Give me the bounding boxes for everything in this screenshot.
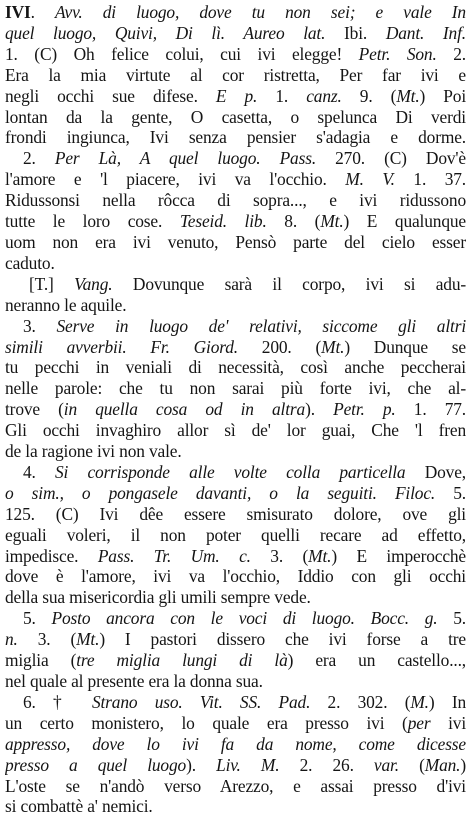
text-line [5, 274, 466, 295]
italic-text: presso a quel luogo [5, 754, 187, 775]
text-line [5, 316, 466, 337]
text-line [5, 525, 466, 546]
text-line [5, 587, 466, 608]
text-line [5, 295, 466, 316]
italic-text: Pass. Tr. Um. c. [97, 545, 251, 566]
text-segment: ) era un castello..., [287, 650, 466, 671]
text-segment: Ridussonsi nella rôcca di sopra..., e ivi ridussono [5, 190, 466, 211]
italic-text: tre miglia lungi di là [76, 650, 288, 671]
italic-text: Petr. Son. [358, 43, 437, 64]
italic-text: fa da nome, come dicesse [220, 733, 466, 754]
text-segment: nelle parole: che tu non sarai più forte ivi, che al- [5, 378, 466, 399]
text-segment: tutte le loro cose. [5, 211, 180, 232]
text-line [5, 211, 466, 232]
headword: IVI [5, 2, 31, 22]
text-line [5, 546, 466, 567]
text-segment: miglia ( [5, 650, 77, 671]
italic-text: Mt. [76, 629, 100, 650]
text-line [5, 378, 466, 399]
italic-text: Mt. [320, 211, 344, 232]
italic-text: Serve in luogo de' relativi, siccome gli altri [56, 315, 466, 336]
text-line [5, 566, 466, 587]
text-segment: 200. ( [237, 336, 322, 357]
text-segment: caduto. [5, 252, 55, 273]
text-segment: trove ( [5, 399, 64, 420]
italic-text: dove lo ivi [92, 733, 199, 754]
text-segment: 125. (C) Ivi dêe essere smisurato dolore, ove gli [5, 503, 466, 524]
italic-text: Mt. [321, 336, 345, 357]
text-segment: Ibi. [325, 22, 386, 43]
italic-text: Per Là, A quel luogo. Pass. [54, 148, 317, 169]
text-segment: nel quale al presente era la donna sua. [5, 671, 263, 691]
text-line [5, 483, 466, 504]
text-segment: 4. [23, 461, 55, 482]
text-segment: si combattè a' nemici. [5, 796, 153, 817]
text-segment: 3. ( [17, 629, 77, 650]
text-segment: lontan da la gente, O casetta, o spelunca Di verdi [5, 106, 466, 127]
italic-text: Si corrisponde alle volte colla particella [54, 461, 406, 482]
text-segment: 3. ( [250, 545, 309, 566]
italic-text: in quella cosa od in altra [63, 399, 306, 420]
italic-text: Posto ancora con le voci di luogo. Bocc. g. [51, 608, 438, 629]
text-segment: uom non era ivi venuto, Pensò parte del cielo esser [5, 231, 466, 252]
text-segment: ) E imperocchè [331, 545, 466, 566]
text-segment: ) In [428, 691, 466, 712]
italic-text: Petr. p. [333, 399, 396, 420]
text-segment: dove è l'amore, ivi va l'occhio, Iddio con gli occhi [5, 566, 466, 587]
text-line [5, 107, 466, 128]
text-segment: 6. † [23, 691, 92, 712]
italic-text: Man. [424, 754, 461, 775]
text-line [5, 2, 466, 23]
text-segment: 2. 26. [279, 754, 374, 775]
italic-text: appresso, [5, 733, 93, 754]
text-line [5, 776, 466, 797]
text-segment: ). [305, 399, 334, 420]
text-segment: Era la mia virtute al cor ristretta, Per far ivi e [5, 64, 466, 85]
italic-text: Strano uso. Vit. SS. Pad. [91, 691, 311, 712]
text-segment: 270. (C) Dov'è [316, 148, 466, 169]
text-line [5, 253, 466, 274]
text-segment: 2. [23, 148, 55, 169]
text-segment: ) E qualunque [343, 211, 466, 232]
text-line [5, 357, 466, 378]
text-line [5, 23, 466, 44]
italic-text: M. [410, 691, 429, 712]
text-segment: della sua misericordia gli umili sempre vede. [5, 587, 311, 608]
text-segment: Gli occhi invaghiro allor sì de' lor guai, Che 'l fren [5, 420, 466, 441]
text-line [5, 44, 466, 65]
text-line [5, 796, 466, 817]
text-segment: 8. ( [266, 211, 321, 232]
italic-text: Vang. [74, 273, 113, 294]
text-segment: ) [460, 754, 466, 775]
text-segment: ) I pastori dissero che ivi forse a tre [99, 629, 466, 650]
text-line [5, 86, 466, 107]
text-line [5, 755, 466, 776]
text-line [5, 650, 466, 671]
italic-text: Mt. [308, 545, 332, 566]
text-segment: l'amore e 'l piacere, ivi va l'occhio. [5, 169, 346, 190]
italic-text: E p. [215, 85, 258, 106]
text-line [5, 65, 466, 86]
italic-text: Mt. [396, 85, 420, 106]
text-segment: 1. 77. [395, 399, 466, 420]
text-line [5, 462, 466, 483]
italic-text: o sim., o pongasele davanti, o la seguiti. Filoc. [5, 482, 436, 503]
text-segment: ). [186, 754, 217, 775]
text-segment: Dove, [405, 461, 466, 482]
text-segment: 9. ( [341, 85, 397, 106]
text-line [5, 734, 466, 755]
italic-text: var. [373, 754, 399, 775]
italic-text: Teseid. lib. [179, 211, 267, 232]
text-segment: 1. 37. [394, 169, 466, 190]
text-segment: [T.] [29, 273, 75, 294]
text-segment: 2. [436, 43, 466, 64]
italic-text: per [407, 712, 431, 733]
text-line [5, 399, 466, 420]
italic-text: Dant. Inf. [385, 22, 466, 43]
text-segment: 3. [23, 315, 57, 336]
text-segment: ) Poi [419, 85, 466, 106]
italic-text: M. V. [345, 169, 395, 190]
text-line [5, 629, 466, 650]
text-segment: 5. [23, 608, 52, 629]
text-segment: neranno le aquile. [5, 294, 127, 315]
italic-text: quel luogo, Quivi, Di lì. Aureo lat. [5, 22, 326, 43]
text-line [5, 441, 466, 462]
text-line [5, 337, 466, 358]
text-line [5, 504, 466, 525]
text-line [5, 420, 466, 441]
text-segment: ) Dunque se [344, 336, 466, 357]
text-line [5, 713, 466, 734]
text-segment: 1. (C) Oh felice colui, cui ivi elegge! [5, 43, 359, 64]
italic-text: n. [5, 629, 18, 650]
text-segment: 5. [435, 482, 466, 503]
text-segment: de la ragione ivi non vale. [5, 441, 182, 462]
text-segment: un certo monistero, lo quale era presso ivi ( [5, 712, 408, 733]
text-line [5, 169, 466, 190]
text-segment [199, 734, 221, 754]
italic-text: simili avverbii. Fr. Giord. [5, 336, 238, 357]
text-line [5, 692, 466, 713]
italic-text: canz. [306, 85, 342, 106]
text-segment: ( [398, 754, 425, 775]
text-line [5, 148, 466, 169]
text-line [5, 127, 466, 148]
text-segment: ivi [430, 712, 466, 733]
italic-text: Liv. M. [216, 754, 280, 775]
text-segment: eguali voleri, il non poter quelli recare ad effetto, [5, 524, 466, 545]
text-segment: Dovunque sarà il corpo, ivi si adu- [112, 273, 466, 294]
text-segment: frondi ingiunca, Ivi senza pensier s'adagia e dorme. [5, 127, 466, 148]
text-segment: 1. [257, 85, 307, 106]
italic-text: Avv. di luogo, dove tu non sei; e vale In [55, 2, 466, 22]
text-segment: L'oste se n'andò verso Arezzo, e assai presso d'ivi [5, 775, 466, 796]
text-segment: negli occhi sue difese. [5, 85, 216, 106]
text-segment: 2. 302. ( [310, 691, 411, 712]
text-line [5, 190, 466, 211]
text-line [5, 671, 466, 692]
text-segment: impedisce. [5, 545, 98, 566]
text-line [5, 232, 466, 253]
text-line [5, 608, 466, 629]
text-segment: 5. [437, 608, 466, 629]
dictionary-entry-ivi [5, 2, 466, 817]
text-segment: tu pecchi in veniali di necessità, così anche peccherai [5, 357, 466, 378]
text-segment: . [30, 2, 56, 22]
